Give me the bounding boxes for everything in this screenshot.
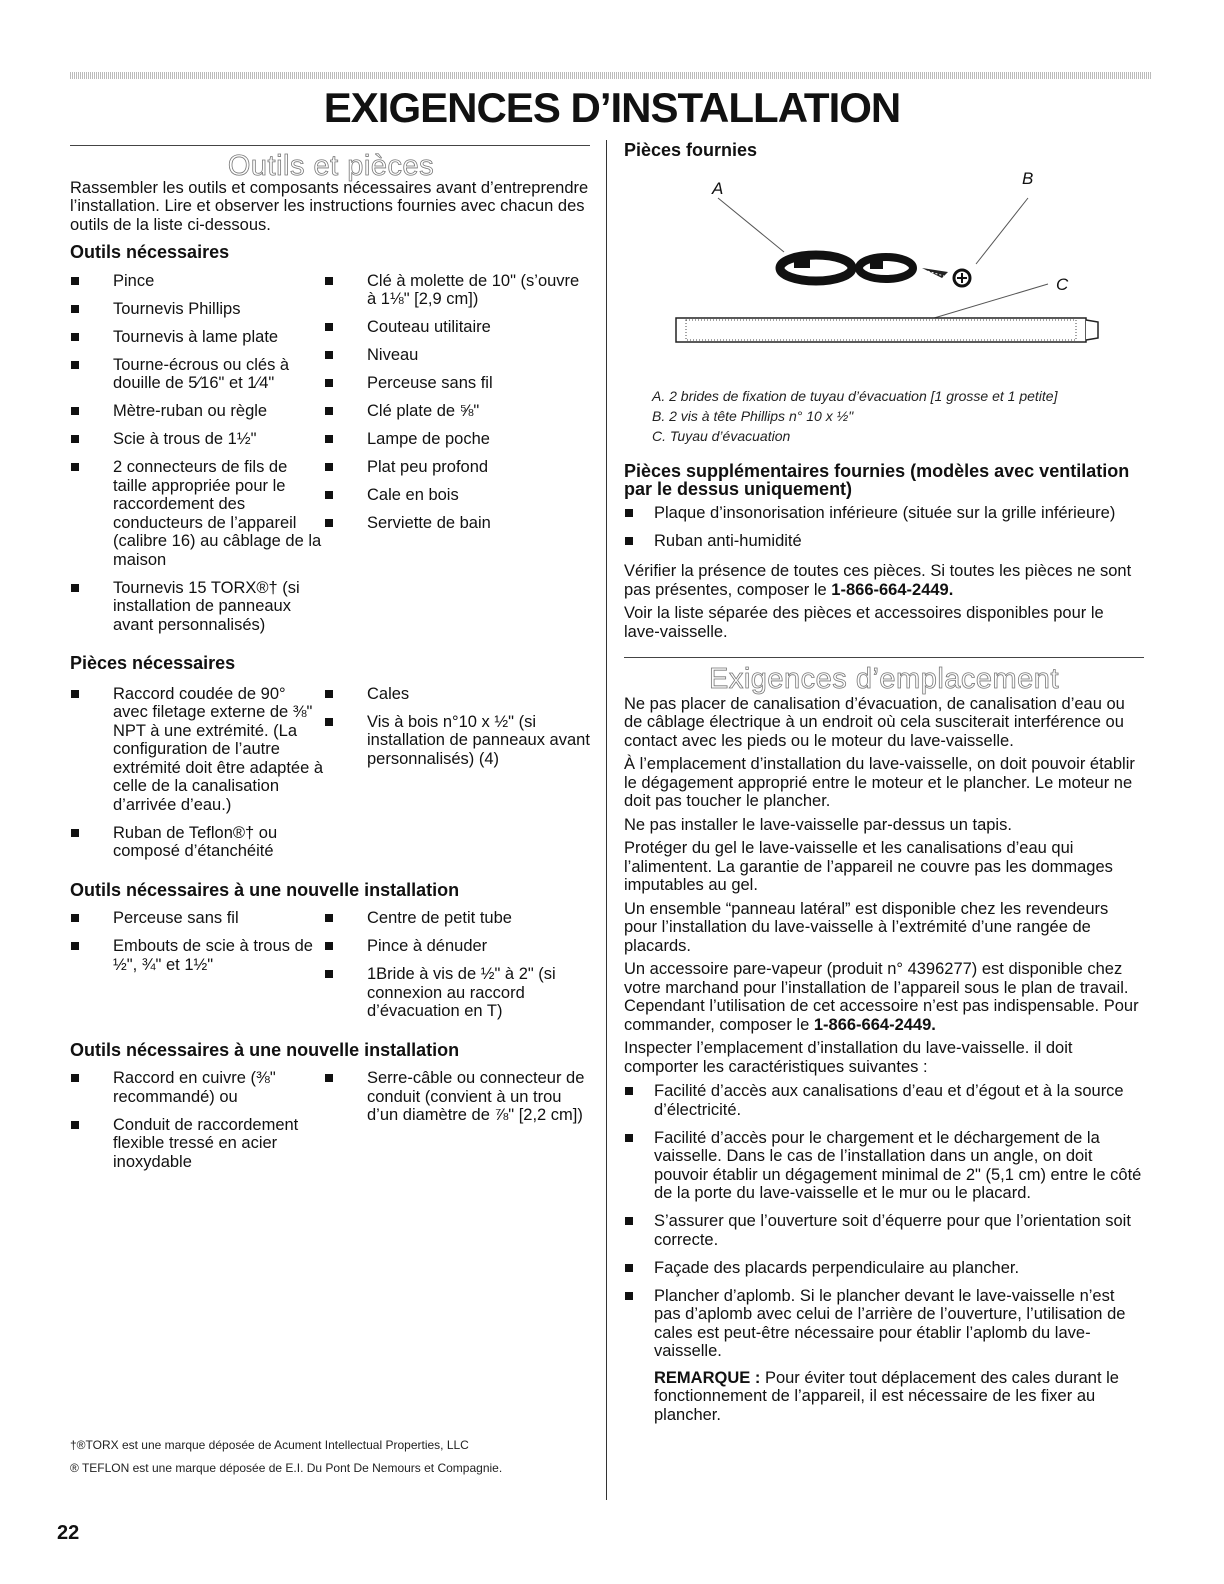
list-item: Vis à bois n°10 x ½" (si installation de panneaux avant personnalisés) (4): [324, 713, 592, 769]
list-item: Tourne-écrous ou clés à douille de 5⁄16" et 1⁄4": [70, 356, 324, 393]
figure-label-c: C: [1056, 274, 1069, 294]
tools-col1: [70, 272, 324, 635]
list-item: Tournevis à lame plate: [70, 328, 324, 347]
location-p6: [624, 960, 1144, 1034]
left-title-rule: [70, 145, 590, 146]
parts-heading: Pièces nécessaires: [70, 653, 236, 673]
phone-number: 1-866-664-2449.: [831, 580, 954, 599]
new2-col2: [324, 1069, 592, 1171]
right-column: [624, 141, 1144, 1424]
location-p3: Ne pas installer le lave-vaisselle par-dessus un tapis.: [624, 815, 1012, 834]
new2-col1: [70, 1069, 324, 1171]
clamp-large-icon: [780, 255, 852, 281]
new-install-list-1: [70, 909, 592, 1021]
list-item: Facilité d’accès aux canalisations d’eau et d’égout et à la source d’électricité.: [624, 1082, 1144, 1119]
new-install-heading-2: Outils nécessaires à une nouvelle installation: [70, 1039, 460, 1060]
location-p5: Un ensemble “panneau latéral” est disponible chez les revendeurs pour l’installation du lave-vaisselle à l’extrémité d’une rangée de placards.: [624, 899, 1109, 955]
list-item: Plaque d’insonorisation inférieure (située sur la grille inférieure): [624, 504, 1144, 523]
screw-icon: [922, 268, 970, 286]
verify-sentence: Vérifier la présence de toutes ces pièces. Si toutes les pièces ne sont pas présentes, composer le: [624, 562, 1132, 599]
list-item: Embouts de scie à trous de ½", ¾" et 1½": [70, 937, 324, 974]
list-item: Lampe de poche: [324, 430, 592, 449]
list-item: Raccord en cuivre (⅜" recommandé) ou: [70, 1069, 324, 1106]
list-item: Pince: [70, 272, 324, 291]
tools-list: [70, 272, 592, 635]
drain-hose-icon: [676, 318, 1098, 342]
parts-list: [70, 685, 592, 861]
page-title: EXIGENCES D’INSTALLATION: [323, 84, 901, 131]
list-item: Tournevis 15 TORX®† (si installation de panneaux avant personnalisés): [70, 579, 324, 635]
list-item: Serviette de bain: [324, 514, 592, 533]
section-title-tools: Outils et pièces: [227, 150, 435, 182]
list-item: Facilité d’accès pour le chargement et le déchargement de la vaisselle. Dans le cas de l’installation dans un angle, on doit pouvoir établir un dégagement minimal de 2" (5,1 cm) entre le côté de la porte du lave-vaisselle et le mur ou le placard.: [624, 1129, 1144, 1203]
list-item: Ruban anti-humidité: [624, 532, 1144, 551]
figure-label-a: A: [712, 178, 724, 198]
extra-parts-heading: Pièces supplémentaires fournies (modèles avec ventilation par le dessus uniquement): [624, 460, 1130, 499]
verify-text: [624, 562, 1144, 599]
list-item: Clé à molette de 10" (s’ouvre à 1⅛" [2,9 cm]): [324, 272, 592, 309]
list-item: Clé plate de ⅝": [324, 402, 592, 421]
list-item: Plancher d’aplomb. Si le plancher devant le lave-vaisselle n’est pas d’aplomb avec celui de l’arrière de l’ouverture, l’utilisation de cales est peut-être nécessaire pour établir l’aplomb du lave-vaisselle.: [624, 1287, 1144, 1361]
list-item: Niveau: [324, 346, 592, 365]
figure-caption: [652, 386, 1144, 446]
list-item: Couteau utilitaire: [324, 318, 592, 337]
parts-col2: [324, 685, 592, 861]
location-p7: Inspecter l’emplacement d’installation du lave-vaisselle. il doit comporter les caractéristiques suivantes :: [624, 1039, 1073, 1076]
parts-figure: [624, 160, 1144, 372]
list-item: Pince à dénuder: [324, 937, 592, 956]
footnote-teflon: ® TEFLON est une marque déposée de E.I. Du Pont De Nemours et Compagnie.: [70, 1461, 503, 1475]
parts-illustration: [624, 160, 1144, 372]
section-title-location: Exigences d’emplacement: [708, 663, 1059, 695]
column-divider: [606, 140, 607, 1500]
list-item: Ruban de Teflon®† ou composé d’étanchéité: [70, 824, 324, 861]
new-install-heading-1: Outils nécessaires à une nouvelle installation: [70, 879, 460, 900]
caption-c: C. Tuyau d’évacuation: [652, 427, 791, 444]
list-item: 1Bride à vis de ½" à 2" (si connexion au raccord d’évacuation en T): [324, 965, 592, 1021]
list-item: Raccord coudée de 90° avec filetage externe de ⅜" NPT à une extrémité. (La configuration de l’autre extrémité doit être adaptée à celle de la canalisation d’arrivée d’eau.): [70, 685, 324, 815]
caption-b: B. 2 vis à tête Phillips n° 10 x ½": [652, 407, 854, 424]
footnotes: [70, 1434, 592, 1480]
location-p1: Ne pas placer de canalisation d’évacuation, de canalisation d’eau ou de câblage électrique à un endroit où cela susciterait interférence ou contact avec les pieds ou le moteur du lave-vaisselle.: [624, 694, 1125, 750]
list-item: Scie à trous de 1½": [70, 430, 324, 449]
list-item: Perceuse sans fil: [324, 374, 592, 393]
list-item: Plat peu profond: [324, 458, 592, 477]
list-item: Centre de petit tube: [324, 909, 592, 928]
list-item: Conduit de raccordement flexible tressé en acier inoxydable: [70, 1116, 324, 1172]
extra-parts-list: [624, 504, 1144, 551]
left-column: [70, 150, 592, 1171]
location-requirements: [624, 1082, 1144, 1361]
list-item: 2 connecteurs de fils de taille appropriée pour le raccordement des conducteurs de l’appareil (calibre 16) au câblage de la maison: [70, 458, 324, 569]
note-text: Pour éviter tout déplacement des cales durant le fonctionnement de l’appareil, il est nécessaire de les fixer au plancher.: [654, 1368, 1119, 1424]
footnote-torx: †®TORX est une marque déposée de Acument Intellectual Properties, LLC: [70, 1438, 469, 1452]
page-number: 22: [57, 1522, 80, 1544]
parts-col1: [70, 685, 324, 861]
list-item: Perceuse sans fil: [70, 909, 324, 928]
location-rule: [624, 657, 1144, 658]
list-item: Cale en bois: [324, 486, 592, 505]
new1-col2: [324, 909, 592, 1021]
callout-line-b: [976, 198, 1028, 264]
note-label: REMARQUE :: [654, 1368, 761, 1387]
note: [624, 1369, 1144, 1425]
new-install-list-2: [70, 1069, 592, 1171]
figure-label-b: B: [1022, 168, 1034, 188]
top-band: [70, 72, 1152, 79]
callout-line-a: [718, 198, 784, 252]
location-p2: À l’emplacement d’installation du lave-vaisselle, on doit pouvoir établir le dégagement approprié entre le moteur et le plancher. Le moteur ne doit pas toucher le plancher.: [624, 755, 1135, 810]
list-item: Serre-câble ou connecteur de conduit (convient à un trou d’un diamètre de ⅞" [2,2 cm]): [324, 1069, 592, 1125]
supplied-heading: Pièces fournies: [624, 140, 758, 160]
location-p6-text: Un accessoire pare-vapeur (produit n° 4396277) est disponible chez votre marchand pour l’installation de l’appareil sous le plan de travail. Cependant l’utilisation de cet accessoire n’est pas indispensable. Pour commander, composer le: [624, 960, 1139, 1034]
new1-col1: [70, 909, 324, 1021]
intro-text: Rassembler les outils et composants nécessaires avant d’entreprendre l’installation. Lire et observer les instructions fournies avec chacun des outils de la liste ci-dessous.: [70, 178, 589, 234]
list-item: S’assurer que l’ouverture soit d’équerre pour que l’orientation soit correcte.: [624, 1212, 1144, 1249]
tools-col2: [324, 272, 592, 635]
phone-number: 1-866-664-2449.: [813, 1015, 936, 1034]
list-item: Tournevis Phillips: [70, 300, 324, 319]
list-item: Mètre-ruban ou règle: [70, 402, 324, 421]
caption-a: A. 2 brides de fixation de tuyau d’évacuation [1 grosse et 1 petite]: [652, 387, 1058, 404]
parts-list-text: Voir la liste séparée des pièces et accessoires disponibles pour le lave-vaisselle.: [624, 604, 1104, 641]
tools-heading: Outils nécessaires: [70, 242, 230, 262]
location-p4: Protéger du gel le lave-vaisselle et les canalisations d’eau qui l’alimentent. La garantie de l’appareil ne couvre pas les dommages imputables au gel.: [624, 839, 1113, 894]
list-item: Cales: [324, 685, 592, 704]
list-item: Façade des placards perpendiculaire au plancher.: [624, 1259, 1144, 1278]
clamp-small-icon: [859, 257, 913, 279]
